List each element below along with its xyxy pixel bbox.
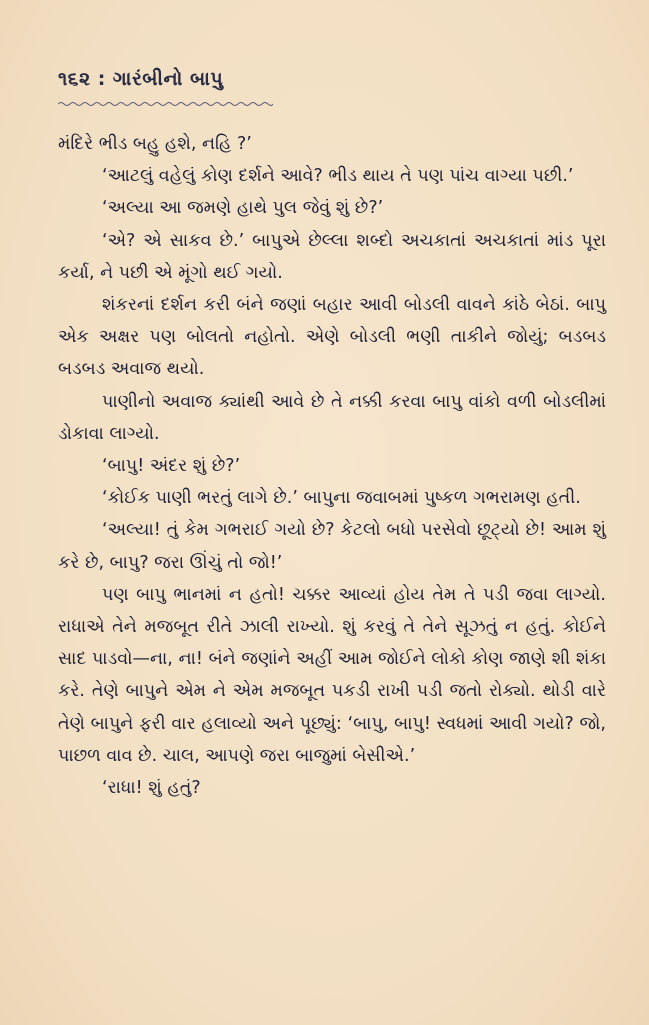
paragraph: ‘અલ્યા! તું કેમ ગભરાઈ ગયો છે? કેટલો બધો પરસેવો છૂટ્યો છે! આમ શું કરે છે, બાપુ? જરા ઊંચું તો જો!’ — [58, 520, 606, 573]
paragraph: પાણીનો અવાજ ક્યાંથી આવે છે તે નક્કી કરવા બાપુ વાંકો વળી બોડલીમાં ડોકાવા લાગ્યો. — [58, 391, 606, 444]
paragraph: ‘અલ્યા આ જમણે હાથે પુલ જેવું શું છે?’ — [102, 198, 384, 219]
running-head: ૧૬૨ : ગારંબીનો બાપુ — [58, 68, 224, 90]
header-wavy-rule — [58, 101, 273, 107]
body-text — [58, 128, 606, 804]
paragraph: ‘આટલું વહેલું કોણ દર્શને આવે? ભીડ થાય તે પણ પાંચ વાગ્યા પછી.’ — [102, 166, 574, 187]
paragraph: ‘બાપુ! અંદર શું છે?’ — [102, 456, 241, 477]
paragraph: ‘કોઈક પાણી ભરતું લાગે છે.’ બાપુના જવાબમાં પુષ્કળ ગભરામણ હતી. — [102, 488, 581, 509]
paragraph: શંકરનાં દર્શન કરી બંને જણાં બહાર આવી બોડલી વાવને કાંઠે બેઠાં. બાપુ એક અક્ષર પણ બોલતો નહોતો. એણે બોડલી ભણી તાકીને જોયું; બડબડ બડબડ અવાજ થયો. — [58, 295, 606, 380]
paragraph: ‘રાધા! શું હતું? — [102, 778, 201, 799]
paragraph: પણ બાપુ ભાનમાં ન હતો! ચક્કર આવ્યાં હોય તેમ તે પડી જવા લાગ્યો. રાધાએ તેને મજબૂત રીતે ઝાલી રાખ્યો. શું કરવું તે તેને સૂઝતું ન હતું. કોઈને સાદ પાડવો—ના, ના! બંને જણાંને અહીં આમ જોઈને લોકો કોણ જાણે શી શંકા કરે. તેણે બાપુને એમ ને એમ મજબૂત પકડી રાખી પડી જતો રોક્યો. થોડી વારે તેણે બાપુને ફરી વાર હલાવ્યો અને પૂછ્યું: ‘બાપુ, બાપુ! સ્વધમાં આવી ગયો? જો, પાછળ વાવ છે. ચાલ, આપણે જરા બાજુમાં બેસીએ.’ — [58, 584, 606, 766]
paragraph: મંદિરે ભીડ બહુ હશે, નહિ ?’ — [58, 134, 252, 154]
paragraph: ‘એ? એ સાકવ છે.’ બાપુએ છેલ્લા શબ્દો અચકાતાં અચકાતાં માંડ પૂરા કર્યા, ને પછી એ મૂંગો થઈ ગયો. — [58, 230, 606, 283]
